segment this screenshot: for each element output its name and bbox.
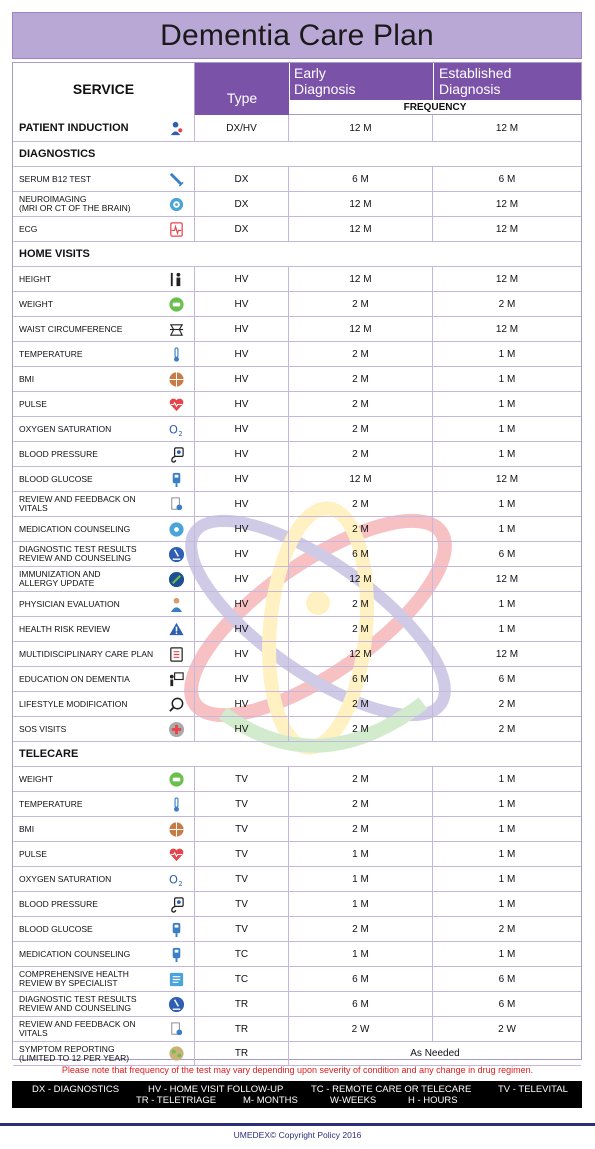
table-row bbox=[13, 892, 581, 917]
table-row bbox=[13, 292, 581, 317]
care-plan-table bbox=[12, 62, 582, 1063]
frequency-established: 2 W bbox=[498, 1023, 516, 1035]
table-row bbox=[13, 942, 581, 967]
service-icon-cell bbox=[159, 692, 195, 716]
type-code: DX/HV bbox=[195, 115, 289, 141]
frequency-early: 12 M bbox=[289, 115, 433, 141]
type-code: HV bbox=[195, 467, 289, 491]
type-code: HV bbox=[195, 667, 289, 691]
care-plan-icon bbox=[168, 646, 185, 663]
service-name: PHYSICIAN EVALUATION bbox=[19, 598, 120, 609]
frequency-early: 6 M bbox=[289, 992, 433, 1016]
legend-item-tc: TC - REMOTE CARE OR TELECARE bbox=[311, 1084, 472, 1095]
service-name: IMMUNIZATION AND ALLERGY UPDATE bbox=[19, 569, 101, 588]
service-name: SOS VISITS bbox=[19, 723, 67, 734]
type-code: HV bbox=[195, 692, 289, 716]
type-code: HV bbox=[195, 342, 289, 366]
type-code: HV bbox=[195, 267, 289, 291]
service-icon-cell bbox=[159, 892, 195, 916]
service-name: REVIEW AND FEEDBACK ON VITALS bbox=[19, 1019, 136, 1038]
service-icon-cell bbox=[159, 567, 195, 591]
service-name: TEMPERATURE bbox=[19, 348, 83, 359]
frequency-established: 1 M bbox=[498, 498, 516, 510]
physician-icon bbox=[168, 596, 185, 613]
weight-scale-icon bbox=[168, 771, 185, 788]
header-early-line2: Diagnosis bbox=[294, 81, 356, 97]
frequency-established: 12 M bbox=[495, 473, 519, 485]
service-name: WEIGHT bbox=[19, 773, 53, 784]
table-row bbox=[13, 1042, 581, 1066]
type-code: HV bbox=[195, 517, 289, 541]
type-code: HV bbox=[195, 367, 289, 391]
table-row bbox=[13, 817, 581, 842]
legend-item-tv: TV - TELEVITAL bbox=[498, 1084, 568, 1095]
table-row bbox=[13, 417, 581, 442]
service-icon-cell bbox=[159, 817, 195, 841]
height-icon bbox=[168, 271, 185, 288]
vaccine-icon bbox=[168, 571, 185, 588]
service-icon-cell bbox=[159, 392, 195, 416]
frequency-early: 12 M bbox=[289, 567, 433, 591]
service-icon-cell bbox=[159, 317, 195, 341]
frequency-early: 2 M bbox=[289, 767, 433, 791]
teacher-board-icon bbox=[168, 671, 185, 688]
heart-pulse-icon bbox=[168, 846, 185, 863]
service-name: REVIEW AND FEEDBACK ON VITALS bbox=[19, 494, 136, 513]
type-code: TR bbox=[195, 992, 289, 1016]
page-title: Dementia Care Plan bbox=[160, 18, 434, 52]
risk-warning-icon bbox=[168, 621, 185, 638]
table-row bbox=[13, 167, 581, 192]
svg-text:O: O bbox=[168, 871, 178, 886]
frequency-early: 12 M bbox=[289, 217, 433, 241]
service-icon-cell bbox=[159, 617, 195, 641]
frequency-established: 1 M bbox=[498, 773, 516, 785]
service-icon-cell bbox=[159, 267, 195, 291]
pill-bubble-icon bbox=[168, 521, 185, 538]
service-icon-cell bbox=[159, 442, 195, 466]
type-code: TC bbox=[195, 942, 289, 966]
header-early-diagnosis bbox=[289, 63, 433, 100]
table-row bbox=[13, 767, 581, 792]
frequency-established: 1 M bbox=[498, 398, 516, 410]
type-code: TV bbox=[195, 767, 289, 791]
service-icon-cell bbox=[159, 667, 195, 691]
type-code: DX bbox=[195, 167, 289, 191]
frequency-established: 12 M bbox=[495, 198, 519, 210]
table-row bbox=[13, 642, 581, 667]
frequency-early: 2 M bbox=[289, 617, 433, 641]
frequency-established: 12 M bbox=[495, 573, 519, 585]
table-row bbox=[13, 617, 581, 642]
frequency-established: 6 M bbox=[498, 173, 516, 185]
service-name: BMI bbox=[19, 823, 35, 834]
service-icon-cell bbox=[159, 842, 195, 866]
service-name: NEUROIMAGING (MRI OR CT OF THE BRAIN) bbox=[19, 194, 131, 213]
syringe-icon bbox=[168, 171, 185, 188]
frequency-established: 1 M bbox=[498, 823, 516, 835]
table-row bbox=[13, 592, 581, 617]
legend-item-weeks: W-WEEKS bbox=[330, 1095, 377, 1106]
type-code: TV bbox=[195, 817, 289, 841]
service-name: WAIST CIRCUMFERENCE bbox=[19, 323, 123, 334]
type-code: DX bbox=[195, 192, 289, 216]
legend-item-dx: DX - DIAGNOSTICS bbox=[32, 1084, 120, 1095]
service-name: DIAGNOSTIC TEST RESULTS REVIEW AND COUNSELING bbox=[19, 994, 137, 1013]
table-row bbox=[13, 867, 581, 892]
frequency-early: 2 M bbox=[289, 917, 433, 941]
service-name: BMI bbox=[19, 373, 35, 384]
service-name: SYMPTOM REPORTING (LIMITED TO 12 PER YEAR) bbox=[19, 1043, 130, 1063]
header-established-line1: Established bbox=[439, 65, 512, 81]
service-icon-cell bbox=[159, 115, 195, 141]
service-name: BLOOD PRESSURE bbox=[19, 448, 98, 459]
frequency-early: 2 M bbox=[289, 492, 433, 516]
frequency-established: 2 M bbox=[498, 698, 516, 710]
service-name: WEIGHT bbox=[19, 298, 53, 309]
service-name: MEDICATION COUNSELING bbox=[19, 948, 131, 959]
type-code: HV bbox=[195, 542, 289, 566]
frequency-established: 12 M bbox=[495, 323, 519, 335]
service-name: EDUCATION ON DEMENTIA bbox=[19, 673, 130, 684]
type-code: HV bbox=[195, 317, 289, 341]
type-code: TR bbox=[195, 1017, 289, 1041]
header-established-diagnosis bbox=[433, 63, 581, 100]
frequency-early: 1 M bbox=[289, 867, 433, 891]
service-name: MULTIDISCIPLINARY CARE PLAN bbox=[19, 648, 154, 659]
legend-item-months: M- MONTHS bbox=[243, 1095, 298, 1106]
table-row bbox=[13, 217, 581, 242]
frequency-established: 12 M bbox=[495, 648, 519, 660]
frequency-established: 6 M bbox=[498, 673, 516, 685]
bmi-globe-icon bbox=[168, 821, 185, 838]
table-row bbox=[13, 342, 581, 367]
service-name: DIAGNOSTIC TEST RESULTS REVIEW AND COUNSELING bbox=[19, 544, 137, 563]
thermometer-icon bbox=[168, 346, 185, 363]
table-row bbox=[13, 842, 581, 867]
frequency-established: 1 M bbox=[498, 898, 516, 910]
frequency-early: 6 M bbox=[289, 967, 433, 991]
section-header-row bbox=[13, 142, 581, 167]
type-code: HV bbox=[195, 392, 289, 416]
frequency-early: 6 M bbox=[289, 667, 433, 691]
service-icon-cell bbox=[159, 467, 195, 491]
service-name: ECG bbox=[19, 223, 38, 234]
service-name: MEDICATION COUNSELING bbox=[19, 523, 131, 534]
service-name: OXYGEN SATURATION bbox=[19, 873, 112, 884]
type-code: DX bbox=[195, 217, 289, 241]
type-code: HV bbox=[195, 492, 289, 516]
feedback-icon bbox=[168, 1021, 185, 1038]
service-icon-cell bbox=[159, 717, 195, 741]
table-row bbox=[13, 667, 581, 692]
section-header-row bbox=[13, 742, 581, 767]
frequency-established: 1 M bbox=[498, 348, 516, 360]
legend-bar bbox=[12, 1081, 582, 1108]
service-icon-cell bbox=[159, 517, 195, 541]
frequency-established: 1 M bbox=[498, 873, 516, 885]
type-code: TV bbox=[195, 842, 289, 866]
service-icon-cell bbox=[159, 642, 195, 666]
type-code: TV bbox=[195, 892, 289, 916]
section-title: TELECARE bbox=[19, 747, 79, 760]
header-established-line2: Diagnosis bbox=[439, 81, 501, 97]
service-icon-cell bbox=[159, 542, 195, 566]
frequency-established: 12 M bbox=[495, 223, 519, 235]
type-code: TV bbox=[195, 917, 289, 941]
svg-text:2: 2 bbox=[178, 879, 183, 888]
frequency-early: 2 W bbox=[289, 1017, 433, 1041]
header-type: Type bbox=[195, 63, 289, 115]
section-title: HOME VISITS bbox=[19, 247, 90, 260]
frequency-early: 2 M bbox=[289, 342, 433, 366]
table-row bbox=[13, 317, 581, 342]
frequency-early: 2 M bbox=[289, 292, 433, 316]
frequency-as-needed: As Needed bbox=[410, 1048, 460, 1059]
table-row bbox=[13, 517, 581, 542]
glucometer-icon bbox=[168, 946, 185, 963]
frequency-early: 2 M bbox=[289, 392, 433, 416]
weight-scale-icon bbox=[168, 296, 185, 313]
service-name: HEIGHT bbox=[19, 273, 52, 284]
table-row bbox=[13, 367, 581, 392]
service-name: COMPREHENSIVE HEALTH REVIEW BY SPECIALIST bbox=[19, 969, 129, 988]
frequency-early: 2 M bbox=[289, 367, 433, 391]
feedback-icon bbox=[168, 496, 185, 513]
svg-text:O: O bbox=[168, 421, 178, 436]
service-name: PULSE bbox=[19, 848, 47, 859]
frequency-early: 1 M bbox=[289, 842, 433, 866]
table-row bbox=[13, 267, 581, 292]
service-icon-cell bbox=[159, 917, 195, 941]
frequency-established: 1 M bbox=[498, 948, 516, 960]
symptom-globe-icon bbox=[168, 1045, 185, 1062]
frequency-established: 2 M bbox=[498, 723, 516, 735]
frequency-established: 1 M bbox=[498, 623, 516, 635]
footer-divider bbox=[0, 1123, 595, 1126]
service-icon-cell bbox=[159, 942, 195, 966]
service-icon-cell bbox=[159, 1042, 195, 1065]
service-name: TEMPERATURE bbox=[19, 798, 83, 809]
frequency-early: 2 M bbox=[289, 417, 433, 441]
service-name: OXYGEN SATURATION bbox=[19, 423, 112, 434]
service-name: LIFESTYLE MODIFICATION bbox=[19, 698, 128, 709]
table-row bbox=[13, 917, 581, 942]
service-icon-cell bbox=[159, 292, 195, 316]
frequency-early: 12 M bbox=[289, 317, 433, 341]
section-header-row bbox=[13, 242, 581, 267]
frequency-early: 2 M bbox=[289, 517, 433, 541]
bmi-globe-icon bbox=[168, 371, 185, 388]
table-row bbox=[13, 115, 581, 142]
type-code: TV bbox=[195, 867, 289, 891]
service-icon-cell bbox=[159, 767, 195, 791]
service-name: PULSE bbox=[19, 398, 47, 409]
type-code: HV bbox=[195, 442, 289, 466]
frequency-early: 2 M bbox=[289, 592, 433, 616]
legend-item-hv: HV - HOME VISIT FOLLOW-UP bbox=[148, 1084, 284, 1095]
frequency-established: 2 M bbox=[498, 298, 516, 310]
table-row bbox=[13, 717, 581, 742]
lifestyle-icon bbox=[168, 696, 185, 713]
service-icon-cell bbox=[159, 867, 195, 891]
brain-scan-icon bbox=[168, 196, 185, 213]
microscope-icon bbox=[168, 996, 185, 1013]
frequency-early: 12 M bbox=[289, 642, 433, 666]
header-early-line1: Early bbox=[294, 65, 326, 81]
type-code: HV bbox=[195, 592, 289, 616]
table-row bbox=[13, 492, 581, 517]
service-name: HEALTH RISK REVIEW bbox=[19, 623, 110, 634]
type-code: TV bbox=[195, 792, 289, 816]
sos-cross-icon bbox=[168, 721, 185, 738]
table-row bbox=[13, 992, 581, 1017]
frequency-established: 6 M bbox=[498, 973, 516, 985]
frequency-established: 1 M bbox=[498, 523, 516, 535]
frequency-established: 12 M bbox=[495, 273, 519, 285]
service-icon-cell bbox=[159, 417, 195, 441]
service-icon-cell bbox=[159, 342, 195, 366]
service-name: BLOOD GLUCOSE bbox=[19, 473, 93, 484]
frequency-early: 2 M bbox=[289, 692, 433, 716]
frequency-established: 1 M bbox=[498, 423, 516, 435]
service-icon-cell bbox=[159, 167, 195, 191]
header-frequency: FREQUENCY bbox=[289, 100, 581, 115]
frequency-established: 12 M bbox=[495, 122, 519, 134]
frequency-early: 6 M bbox=[289, 167, 433, 191]
glucometer-icon bbox=[168, 921, 185, 938]
table-row bbox=[13, 192, 581, 217]
frequency-established: 6 M bbox=[498, 998, 516, 1010]
service-icon-cell bbox=[159, 592, 195, 616]
service-icon-cell bbox=[159, 192, 195, 216]
frequency-established: 6 M bbox=[498, 548, 516, 560]
type-code: HV bbox=[195, 292, 289, 316]
doctor-patient-icon bbox=[168, 120, 185, 137]
table-row bbox=[13, 442, 581, 467]
service-icon-cell bbox=[159, 967, 195, 991]
table-row bbox=[13, 1017, 581, 1042]
type-code: HV bbox=[195, 417, 289, 441]
frequency-early: 2 M bbox=[289, 792, 433, 816]
section-title: DIAGNOSTICS bbox=[19, 147, 96, 160]
type-code: HV bbox=[195, 717, 289, 741]
legend-item-tr: TR - TELETRIAGE bbox=[136, 1095, 217, 1106]
ecg-clipboard-icon bbox=[168, 221, 185, 238]
type-code: HV bbox=[195, 642, 289, 666]
frequency-early: 2 M bbox=[289, 817, 433, 841]
o2-icon bbox=[168, 421, 185, 438]
frequency-early: 12 M bbox=[289, 267, 433, 291]
table-row bbox=[13, 542, 581, 567]
legend-item-hours: H - HOURS bbox=[408, 1095, 458, 1106]
waist-tape-icon bbox=[168, 321, 185, 338]
frequency-established: 1 M bbox=[498, 848, 516, 860]
table-row bbox=[13, 967, 581, 992]
report-screen-icon bbox=[168, 971, 185, 988]
type-code: HV bbox=[195, 617, 289, 641]
frequency-early: 2 M bbox=[289, 717, 433, 741]
table-row bbox=[13, 392, 581, 417]
blood-pressure-icon bbox=[168, 896, 185, 913]
service-name: BLOOD GLUCOSE bbox=[19, 923, 93, 934]
table-row bbox=[13, 567, 581, 592]
service-name: PATIENT INDUCTION bbox=[19, 121, 129, 134]
frequency-early: 6 M bbox=[289, 542, 433, 566]
service-icon-cell bbox=[159, 367, 195, 391]
frequency-established: 1 M bbox=[498, 448, 516, 460]
service-icon-cell bbox=[159, 1017, 195, 1041]
copyright-text: UMEDEX© Copyright Policy 2016 bbox=[233, 1130, 362, 1140]
microscope-icon bbox=[168, 546, 185, 563]
heart-pulse-icon bbox=[168, 396, 185, 413]
type-code: HV bbox=[195, 567, 289, 591]
service-name: BLOOD PRESSURE bbox=[19, 898, 98, 909]
service-icon-cell bbox=[159, 492, 195, 516]
frequency-established: 1 M bbox=[498, 373, 516, 385]
service-name: SERUM B12 TEST bbox=[19, 173, 92, 184]
thermometer-icon bbox=[168, 796, 185, 813]
frequency-early: 1 M bbox=[289, 942, 433, 966]
table-row bbox=[13, 692, 581, 717]
type-code: TR bbox=[195, 1042, 289, 1065]
service-icon-cell bbox=[159, 992, 195, 1016]
frequency-early: 1 M bbox=[289, 892, 433, 916]
header-service: SERVICE bbox=[13, 63, 195, 115]
glucometer-icon bbox=[168, 471, 185, 488]
frequency-established: 2 M bbox=[498, 923, 516, 935]
blood-pressure-icon bbox=[168, 446, 185, 463]
title-band bbox=[12, 12, 582, 59]
table-row bbox=[13, 792, 581, 817]
frequency-established: 1 M bbox=[498, 598, 516, 610]
svg-text:2: 2 bbox=[178, 429, 183, 438]
type-code: TC bbox=[195, 967, 289, 991]
frequency-early: 12 M bbox=[289, 192, 433, 216]
service-icon-cell bbox=[159, 217, 195, 241]
frequency-established: 1 M bbox=[498, 798, 516, 810]
service-icon-cell bbox=[159, 792, 195, 816]
table-row bbox=[13, 467, 581, 492]
disclaimer-note: Please note that frequency of the test may vary depending upon severity of condition and any change in drug regimen. bbox=[61, 1065, 534, 1075]
frequency-early: 12 M bbox=[289, 467, 433, 491]
o2-icon bbox=[168, 871, 185, 888]
frequency-early: 2 M bbox=[289, 442, 433, 466]
